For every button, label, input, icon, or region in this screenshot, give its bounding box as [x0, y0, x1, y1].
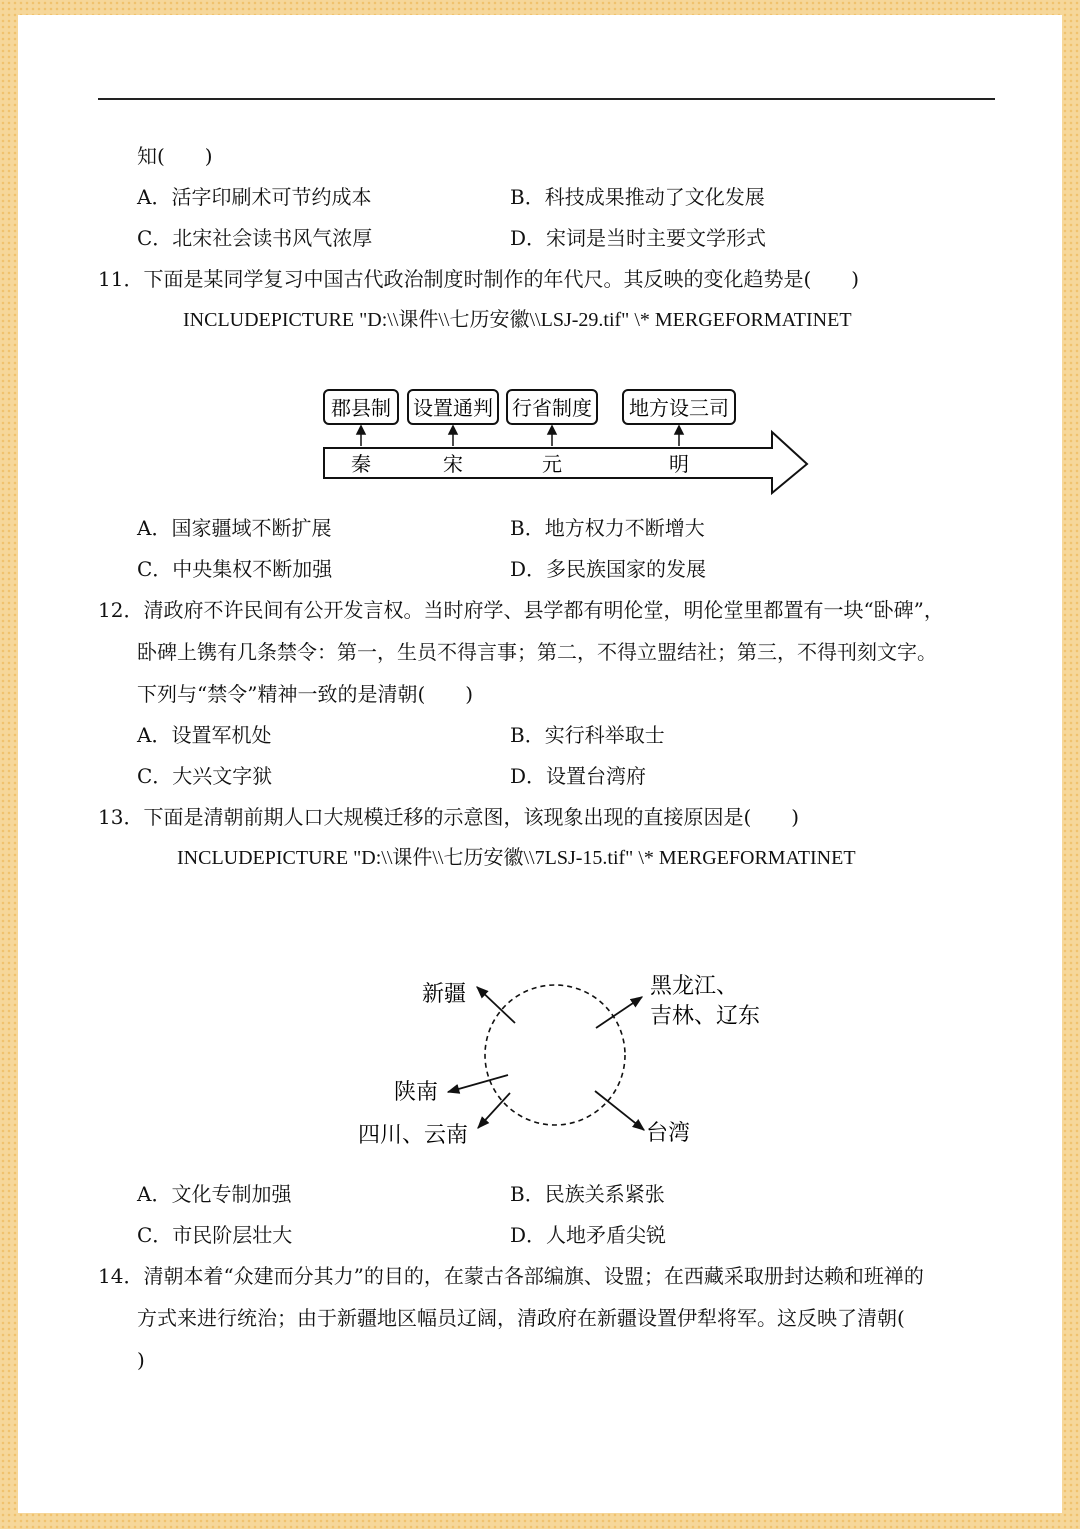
label-xinjiang: 新疆 [422, 982, 467, 1007]
label-shaannan: 陕南 [394, 1080, 439, 1105]
q11-option-a: A．国家疆域不断扩展 [137, 516, 332, 540]
timeline-pointer-arrows [357, 426, 683, 446]
arrow-taiwan [595, 1091, 644, 1130]
q10-option-d: D．宋词是当时主要文学形式 [510, 226, 767, 250]
arrow-northeast [596, 997, 642, 1028]
timeline-box-label-3: 行省制度 [512, 396, 592, 420]
label-sichuan-yunnan: 四川、云南 [358, 1123, 469, 1148]
q11-option-c: C．中央集权不断加强 [137, 557, 333, 581]
q12-option-d: D．设置台湾府 [510, 764, 647, 788]
q10-stem-tail: 知( ) [137, 144, 213, 168]
q14-stem-line1: 14．清朝本着“众建而分其力”的目的，在蒙古各部编旗、设盟；在西藏采取册封达赖和班禅的 [98, 1264, 924, 1288]
origin-circle [485, 985, 625, 1125]
timeline-arrow [324, 432, 807, 493]
header-rule [98, 98, 995, 100]
label-heilongjiang: 黑龙江、 [650, 974, 739, 999]
arrow-shaannan [448, 1075, 508, 1092]
q10-option-a: A．活字印刷术可节约成本 [137, 185, 372, 209]
q11-option-d: D．多民族国家的发展 [510, 557, 707, 581]
timeline-dynasty-3: 元 [542, 452, 562, 476]
timeline-dynasty-4: 明 [669, 452, 689, 476]
q13-option-a: A．文化专制加强 [137, 1182, 292, 1206]
q10-option-c: C．北宋社会读书风气浓厚 [137, 226, 373, 250]
q13-option-c: C．市民阶层壮大 [137, 1223, 293, 1247]
q10-option-b: B．科技成果推动了文化发展 [510, 185, 765, 209]
timeline-box-label-1: 郡县制 [331, 396, 391, 420]
q12-stem-line2: 卧碑上镌有几条禁令：第一，生员不得言事；第二，不得立盟结社；第三，不得刊刻文字。 [137, 640, 937, 664]
timeline-box-label-4: 地方设三司 [629, 396, 729, 420]
arrow-sichuan-yunnan [478, 1093, 510, 1128]
timeline-box-label-2: 设置通判 [413, 396, 493, 420]
q12-stem-line3: 下列与“禁令”精神一致的是清朝( ) [137, 682, 474, 706]
q13-option-b: B．民族关系紧张 [510, 1182, 665, 1206]
q13-stem: 13．下面是清朝前期人口大规模迁移的示意图，该现象出现的直接原因是( ) [98, 805, 800, 829]
q11-stem: 11．下面是某同学复习中国古代政治制度时制作的年代尺。其反映的变化趋势是( ) [98, 267, 860, 291]
q13-migration-map [350, 960, 790, 1155]
q12-option-b: B．实行科举取士 [510, 723, 665, 747]
q12-option-c: C．大兴文字狱 [137, 764, 273, 788]
q14-stem-line2: 方式来进行统治；由于新疆地区幅员辽阔，清政府在新疆设置伊犁将军。这反映了清朝( [137, 1306, 905, 1330]
timeline-dynasty-1: 秦 [351, 452, 371, 476]
timeline-dynasty-2: 宋 [443, 452, 463, 476]
label-taiwan: 台湾 [646, 1121, 691, 1146]
q12-stem-line1: 12．清政府不许民间有公开发言权。当时府学、县学都有明伦堂，明伦堂里都置有一块“卧碑”， [98, 598, 944, 622]
q12-option-a: A．设置军机处 [137, 723, 272, 747]
label-jilin-liaodong: 吉林、辽东 [650, 1004, 761, 1029]
q11-option-b: B．地方权力不断增大 [510, 516, 705, 540]
q14-stem-line3: ) [137, 1348, 145, 1372]
arrow-xinjiang [477, 987, 515, 1023]
q13-field-code: INCLUDEPICTURE "D:\\课件\\七历安徽\\7LSJ-15.tif" \* MERGEFORMATINET [177, 847, 856, 869]
q11-timeline-figure [300, 380, 820, 500]
q13-option-d: D．人地矛盾尖锐 [510, 1223, 667, 1247]
q11-field-code: INCLUDEPICTURE "D:\\课件\\七历安徽\\LSJ-29.tif" \* MERGEFORMATINET [183, 309, 852, 331]
